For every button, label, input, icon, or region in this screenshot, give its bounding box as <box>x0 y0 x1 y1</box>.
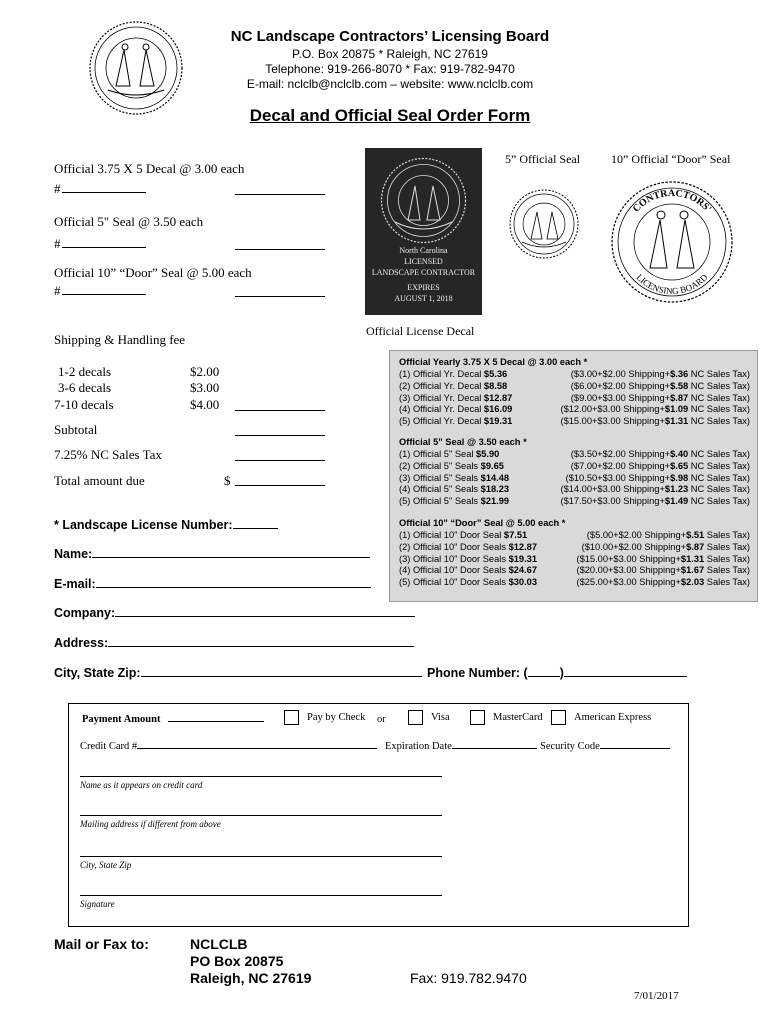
cardholder-name-caption: Name as it appears on credit card <box>80 780 203 790</box>
total-dollar-sign: $ <box>224 473 231 488</box>
decal-item-label: Official 3.75 X 5 Decal @ 3.00 each <box>54 161 245 176</box>
cardholder-name-field[interactable] <box>80 776 442 777</box>
city-state-zip-field[interactable] <box>54 664 422 680</box>
mastercard-checkbox[interactable] <box>470 710 485 725</box>
license-number-label: * Landscape License Number: <box>54 518 233 532</box>
mastercard-label: MasterCard <box>493 711 543 723</box>
sales-tax-field[interactable] <box>235 460 325 461</box>
price-row-breakdown: ($15.00+$3.00 Shipping+ <box>560 416 665 427</box>
pay-by-check-label: Pay by Check <box>307 711 366 723</box>
visa-label: Visa <box>431 711 450 723</box>
price-row-tax-label: NC Sales Tax) <box>688 484 750 495</box>
amex-option[interactable] <box>551 710 651 725</box>
price-row-total: $24.67 <box>508 565 538 576</box>
seal5-item-label: Official 5" Seal @ 3.50 each <box>54 214 204 229</box>
credit-card-number-field[interactable] <box>80 741 377 752</box>
mastercard-option[interactable] <box>470 710 543 725</box>
price-row-total: $8.58 <box>483 380 508 391</box>
price-row-tax: $.51 <box>686 530 705 540</box>
security-code-field[interactable] <box>540 741 670 752</box>
subtotal-label: Subtotal <box>54 422 98 437</box>
price-row-breakdown: ($20.00+$3.00 Shipping+ <box>576 565 681 576</box>
price-row-total: $16.09 <box>483 404 513 415</box>
subtotal-field[interactable] <box>235 435 325 436</box>
decal-licensed: LICENSED <box>404 257 443 266</box>
small-seal-label: 5” Official Seal <box>505 152 581 166</box>
price-row-tax: $.58 <box>670 380 689 391</box>
address-field[interactable] <box>54 634 414 650</box>
price-row-total: $7.51 <box>503 530 528 540</box>
price-row-item: (1) Official 10" Door Seal <box>399 530 504 540</box>
price-row-breakdown: ($10.50+$3.00 Shipping+ <box>565 472 671 483</box>
credit-card-number-label: Credit Card # <box>80 741 138 752</box>
mail-city: Raleigh, NC 27619 <box>190 970 312 986</box>
seal5-quantity-field[interactable]: # <box>54 236 146 252</box>
shipping-label: Shipping & Handling fee <box>54 332 186 347</box>
price-row-item: (4) Official Yr. Decal <box>399 404 484 415</box>
price-row-tax-label: NC Sales Tax) <box>688 392 750 403</box>
price-row-breakdown: ($6.00+$2.00 Shipping+ <box>570 380 671 391</box>
mailing-address-caption: Mailing address if different from above <box>80 819 221 829</box>
decal-caption: Official License Decal <box>366 324 475 338</box>
price-row-tax-label: Sales Tax) <box>704 577 750 588</box>
company-label: Company: <box>54 606 116 620</box>
price-row-breakdown: ($3.00+$2.00 Shipping+ <box>570 369 671 379</box>
email-label: E-mail: <box>54 577 96 591</box>
payment-amount-label: Payment Amount <box>82 714 161 725</box>
price-row-total: $19.31 <box>483 416 513 427</box>
decal-state: North Carolina <box>399 246 448 255</box>
price-row-tax: $1.49 <box>664 496 689 507</box>
price-row-item: (5) Official Yr. Decal <box>399 416 484 427</box>
decal-quantity-field[interactable]: # <box>54 181 146 197</box>
price-row-tax: $.98 <box>670 472 689 483</box>
price-row-item: (3) Official 10" Door Seals <box>399 553 509 564</box>
city-state-zip-label: City, State Zip: <box>54 666 141 680</box>
price-row-item: (1) Official 5" Seal <box>399 449 477 459</box>
price-row-item: (2) Official 10" Door Seals <box>399 541 509 552</box>
card-city-state-zip-field[interactable] <box>80 856 442 857</box>
price-row-tax-label: NC Sales Tax) <box>688 460 750 471</box>
decal-text <box>365 245 482 304</box>
sales-tax-label: 7.25% NC Sales Tax <box>54 447 162 462</box>
price-row-breakdown: ($12.00+$3.00 Shipping+ <box>560 404 665 415</box>
seal-ring-bottom-text: LICENSING BOARD <box>634 272 710 297</box>
price-row-total: $21.99 <box>480 496 510 507</box>
address-label: Address: <box>54 636 109 650</box>
name-label: Name: <box>54 547 93 561</box>
price-row-total: $14.48 <box>480 472 510 483</box>
or-label: or <box>377 714 386 725</box>
amex-label: American Express <box>574 711 652 723</box>
decal-price-heading: Official Yearly 3.75 X 5 Decal @ 3.00 each * <box>399 357 588 367</box>
price-row-item: (5) Official 5" Seals <box>399 496 481 507</box>
mail-org: NCLCLB <box>190 936 248 952</box>
decal-expiry-date: AUGUST 1, 2018 <box>394 294 453 303</box>
price-row-breakdown: ($14.00+$3.00 Shipping+ <box>560 484 665 495</box>
price-row-item: (4) Official 5" Seals <box>399 484 481 495</box>
price-row-tax: $1.31 <box>680 553 705 564</box>
price-row-item: (2) Official 5" Seals <box>399 460 481 471</box>
expiration-date-field[interactable] <box>385 741 537 752</box>
price-row-tax: $1.67 <box>680 565 705 576</box>
phone-close-paren: ) <box>559 666 564 680</box>
form-revision-date: 7/01/2017 <box>634 990 679 1002</box>
price-row-tax: $.40 <box>670 449 689 459</box>
form-title: Decal and Official Seal Order Form <box>249 106 531 125</box>
amex-checkbox[interactable] <box>551 710 566 725</box>
decal-seal-icon <box>379 156 468 245</box>
seal10-amount-field[interactable] <box>235 296 325 297</box>
board-address: P.O. Box 20875 * Raleigh, NC 27619 <box>292 47 488 61</box>
price-row-total: $18.23 <box>480 484 510 495</box>
price-row-tax-label: NC Sales Tax) <box>688 449 750 459</box>
total-label: Total amount due <box>54 473 145 488</box>
price-row-tax-label: NC Sales Tax) <box>688 496 750 507</box>
price-row-total: $12.87 <box>508 541 538 552</box>
price-row-total: $5.36 <box>483 369 508 379</box>
card-city-state-zip-caption: City, State Zip <box>80 860 132 870</box>
mail-fax-number: Fax: 919.782.9470 <box>410 970 527 986</box>
price-row-tax: $1.09 <box>664 404 689 415</box>
seal10-price-heading: Official 10" “Door” Seal @ 5.00 each * <box>399 518 566 528</box>
price-row-item: (5) Official 10" Door Seals <box>399 577 509 588</box>
seal5-price-heading: Official 5" Seal @ 3.50 each * <box>399 437 527 447</box>
shipping-amount-field[interactable] <box>235 410 325 411</box>
decal-contractor: LANDSCAPE CONTRACTOR <box>371 268 476 277</box>
shipping-fee-2: $3.00 <box>190 380 220 395</box>
price-row-tax-label: NC Sales Tax) <box>688 472 750 483</box>
pay-by-check-option[interactable] <box>284 710 365 725</box>
decal-amount-field[interactable] <box>235 194 325 195</box>
seal10-item-label: Official 10” “Door” Seal @ 5.00 each <box>54 265 252 280</box>
price-row-breakdown: ($15.00+$3.00 Shipping+ <box>576 553 681 564</box>
large-seal-label: 10” Official “Door” Seal <box>611 152 731 166</box>
price-row-breakdown: ($7.00+$2.00 Shipping+ <box>570 460 671 471</box>
mail-po-box: PO Box 20875 <box>190 953 284 969</box>
price-row-tax-label: NC Sales Tax) <box>688 369 750 379</box>
price-row-breakdown: ($17.50+$3.00 Shipping+ <box>560 496 665 507</box>
price-row-breakdown: ($3.50+$2.00 Shipping+ <box>570 449 671 459</box>
price-row-breakdown: ($10.00+$2.00 Shipping+ <box>581 541 687 552</box>
name-field[interactable] <box>54 545 370 561</box>
price-row-item: (4) Official 10" Door Seals <box>399 565 509 576</box>
seal-ring-top-text: CONTRACTORS' <box>630 187 714 215</box>
visa-option[interactable] <box>408 710 450 725</box>
price-row-tax-label: Sales Tax) <box>704 553 750 564</box>
board-phone: Telephone: 919-266-8070 * Fax: 919-782-9470 <box>265 62 515 76</box>
price-row-tax: $1.23 <box>664 484 689 495</box>
price-row-tax-label: NC Sales Tax) <box>688 404 750 415</box>
price-row-item: (3) Official Yr. Decal <box>399 392 484 403</box>
license-number-field[interactable] <box>54 516 278 532</box>
seal5-amount-field[interactable] <box>235 249 325 250</box>
price-row-item: (2) Official Yr. Decal <box>399 380 484 391</box>
price-row-tax: $.87 <box>670 392 689 403</box>
price-row-tax: $.65 <box>670 460 689 471</box>
price-row-total: $9.65 <box>480 460 504 471</box>
board-email: E-mail: nclclb@nclclb.com – website: www.nclclb.com <box>246 77 534 91</box>
price-row-tax-label: NC Sales Tax) <box>688 380 750 391</box>
price-row-tax-label: NC Sales Tax) <box>688 416 750 427</box>
payment-amount-field[interactable] <box>82 714 264 725</box>
price-row-tax: $1.31 <box>664 416 689 427</box>
company-field[interactable] <box>54 604 415 620</box>
price-row-tax-label: Sales Tax) <box>704 565 750 576</box>
phone-number-field[interactable] <box>427 664 687 680</box>
visa-checkbox[interactable] <box>408 710 423 725</box>
license-decal-image <box>365 148 482 315</box>
security-code-label: Security Code <box>540 741 600 752</box>
price-row-tax-label: Sales Tax) <box>704 541 750 552</box>
price-row-breakdown: ($5.00+$2.00 Shipping+ <box>586 530 687 540</box>
expiration-date-label: Expiration Date <box>385 741 452 752</box>
board-name: NC Landscape Contractors’ Licensing Board <box>230 28 550 45</box>
mail-fax-label: Mail or Fax to: <box>54 936 149 952</box>
board-seal-logo <box>88 20 184 116</box>
price-row-tax: $.87 <box>686 541 705 552</box>
seal10-quantity-field[interactable]: # <box>54 283 146 299</box>
signature-field[interactable] <box>80 895 442 896</box>
price-row-tax: $2.03 <box>680 577 705 588</box>
price-row-breakdown: ($9.00+$3.00 Shipping+ <box>570 392 671 403</box>
total-field[interactable] <box>235 485 325 486</box>
price-row-total: $12.87 <box>483 392 513 403</box>
price-row-tax-label: Sales Tax) <box>704 530 750 540</box>
shipping-fee-1: $2.00 <box>190 364 220 379</box>
shipping-range-3: 7-10 decals <box>54 397 114 412</box>
shipping-fee-3: $4.00 <box>190 397 220 412</box>
phone-number-label: Phone Number: ( <box>427 666 528 680</box>
price-row-total: $30.03 <box>508 577 538 588</box>
decal-expires: EXPIRES <box>407 283 440 292</box>
shipping-range-2: 3-6 decals <box>58 380 112 395</box>
price-row-breakdown: ($25.00+$3.00 Shipping+ <box>576 577 681 588</box>
price-row-total: $5.90 <box>476 449 500 459</box>
price-row-item: (3) Official 5" Seals <box>399 472 481 483</box>
email-field[interactable] <box>54 575 371 591</box>
small-seal-image <box>508 188 580 260</box>
price-row-total: $19.31 <box>508 553 538 564</box>
price-row-tax: $.36 <box>670 369 689 379</box>
shipping-range-1: 1-2 decals <box>58 364 112 379</box>
large-seal-image <box>610 180 734 304</box>
pay-by-check-checkbox[interactable] <box>284 710 299 725</box>
signature-caption: Signature <box>80 899 115 909</box>
price-row-item: (1) Official Yr. Decal <box>399 369 484 379</box>
mailing-address-field[interactable] <box>80 815 442 816</box>
